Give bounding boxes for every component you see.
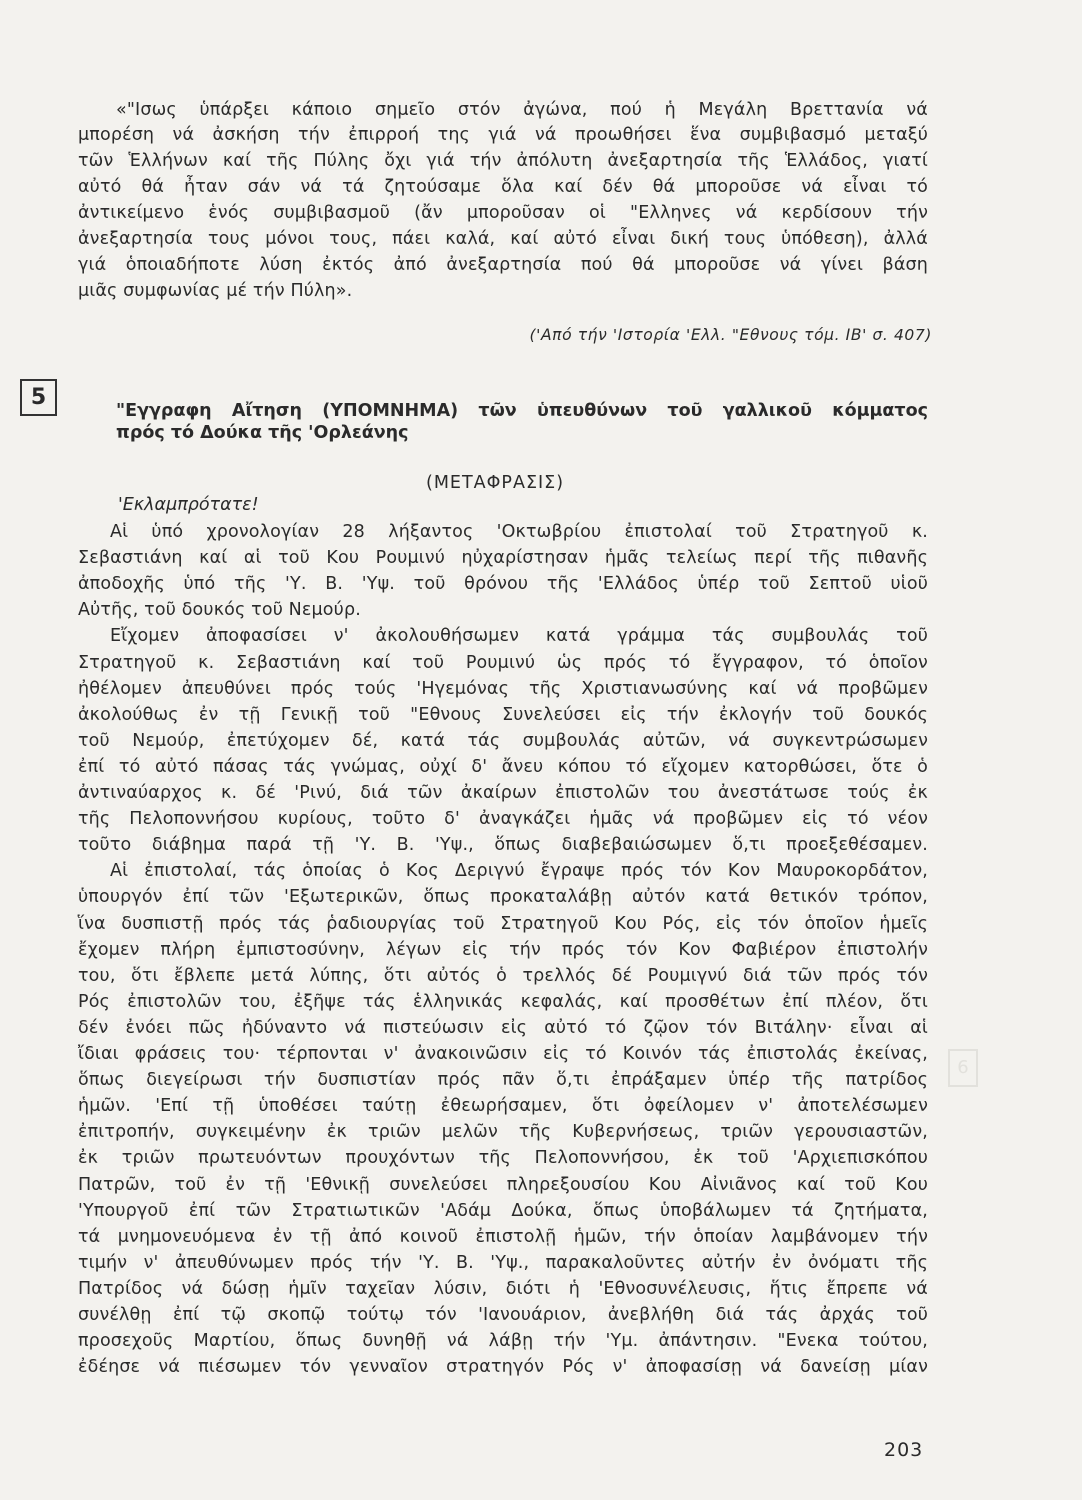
salutation: 'Εκλαμπρότατε! [118, 495, 259, 515]
body-text-line: τιμήν ν' ἀπευθύνωμεν πρός τήν 'Υ. Β. 'Υψ., παρακαλοῦντες αὐτήν ἐν ὀνόματι τῆς [78, 1253, 928, 1273]
quote-citation: ('Από τήν 'Ιστορία 'Ελλ. "Εθνους τόμ. ΙΒ' σ. 407) [529, 326, 932, 344]
body-text-line: τῆς Πελοποννήσου κυρίους, τοῦτο δ' ἀναγκάζει ἡμᾶς νά προβῶμεν εἰς τό νέον [78, 809, 928, 829]
body-text-line: ἀκολούθως ἐν τῇ Γενικῇ τοῦ "Εθνους Συνελεύσει εἰς τήν ἐκλογήν τοῦ δουκός [78, 705, 928, 725]
body-text-line: Αἱ ἐπιστολαί, τάς ὁποίας ὁ Κος Δεριγνύ ἔγραψε πρός τόν Κον Μαυροκορδάτον, [110, 861, 928, 881]
body-text-line: Πατρίδος νά δώσῃ ἡμῖν ταχεῖαν λύσιν, διότι ἡ 'Εθνοσυνέλευσις, ἥτις ἔπρεπε νά [78, 1279, 928, 1299]
translation-label: (ΜΕΤΑΦΡΑΣΙΣ) [426, 473, 565, 493]
body-text-line: Πατρῶν, τοῦ ἐν τῇ 'Εθνικῇ συνελεύσει πληρεξουσίου Κου Αἰνιᾶνος καί τοῦ Κου [78, 1175, 928, 1195]
quote-line: τῶν Ἑλλήνων καί τῆς Πύλης ὄχι γιά τήν ἀπόλυτη ἀνεξαρτησία τῆς Ἑλλάδος, γιατί [78, 151, 928, 171]
body-text-line: του, ὅτι ἔβλεπε μετά λύπης, ὅτι αὐτός ὁ τρελλός δέ Ρουμιγνύ διά τῶν πρός τόν [78, 966, 928, 986]
body-text-line: 'Υπουργοῦ ἐπί τῶν Στρατιωτικῶν 'Αδάμ Δούκα, ὅπως ὑποβάλωμεν τά ζητήματα, [78, 1201, 928, 1221]
quote-line: μπορέση νά ἀσκήση τήν ἐπιρροή της γιά νά προωθήσει ἕνα συμβιβασμό μεταξύ [78, 125, 928, 145]
body-text-line: ἀποδοχῆς ὑπό τῆς 'Υ. Β. 'Υψ. τοῦ θρόνου τῆς 'Ελλάδος ὑπέρ τοῦ Σεπτοῦ υἱοῦ [78, 574, 928, 594]
body-text-line: ἐπί τό αὐτό πάσας τάς γνώμας, οὐχί δ' ἄνευ κόπου τό εἴχομεν κατορθώσει, ὅτε ὁ [78, 757, 928, 777]
quote-line: μιᾶς συμφωνίας μέ τήν Πύλη». [78, 281, 353, 301]
bleed-through-mark: 6 [948, 1049, 978, 1087]
body-text-line: ἐπιτροπήν, συγκειμένην ἐκ τριῶν μελῶν τῆς Κυβερνήσεως, τριῶν γερουσιαστῶν, [78, 1122, 928, 1142]
body-text-line: δέν ἐνόει πῶς ἠδύναντο νά πιστεύωσιν εἰς αὐτό τό ζῷον τόν Βιτάλην· εἶναι αἱ [78, 1018, 928, 1038]
body-text-line: Ρός ἐπιστολῶν του, ἐξῆψε τάς ἑλληνικάς κεφαλάς, καί προσθέτων ἐπί πλέον, ὅτι [78, 992, 928, 1012]
quote-line: ἀντικείμενο ἑνός συμβιβασμοῦ (ἄν μποροῦσαν οἱ "Ελληνες νά κερδίσουν τήν [78, 203, 928, 223]
body-text-line: Σεβαστιάνη καί αἱ τοῦ Κου Ρουμινύ ηὐχαρίστησαν ἡμᾶς τελείως περί τῆς πιθανῆς [78, 548, 928, 568]
body-text-line: ἐδέησε νά πιέσωμεν τόν γενναῖον στρατηγόν Ρός ν' ἀποφασίσῃ νά δανείσῃ μίαν [78, 1357, 928, 1377]
body-text-line: τοῦτο διάβημα παρά τῇ 'Υ. Β. 'Υψ., ὅπως διαβεβαιώσωμεν ὅ,τι προεξεθέσαμεν. [78, 835, 928, 855]
body-text-line: Στρατηγοῦ κ. Σεβαστιάνη καί τοῦ Ρουμινύ ὡς πρός τό ἔγγραφον, τό ὁποῖον [78, 653, 928, 673]
body-text-line: ἐκ τριῶν πρωτευόντων προυχόντων τῆς Πελοποννήσου, ἐκ τοῦ 'Αρχιεπισκόπου [78, 1148, 928, 1168]
body-text-line: προσεχοῦς Μαρτίου, ὅπως δυνηθῇ νά λάβῃ τήν 'Υμ. ἀπάντησιν. "Ενεκα τούτου, [78, 1331, 928, 1351]
document-title: "Εγγραφη Αἴτηση (ΥΠΟΜΝΗΜΑ) τῶν ὑπευθύνων τοῦ γαλλικοῦ κόμματος [116, 401, 928, 421]
body-text-line: Αὐτῆς, τοῦ δουκός τοῦ Νεμούρ. [78, 600, 361, 620]
body-text-line: ἡμῶν. 'Επί τῇ ὑποθέσει ταύτῃ ἐθεωρήσαμεν, ὅτι ὀφείλομεν ν' ἀποτελέσωμεν [78, 1096, 928, 1116]
body-text-line: Εἴχομεν ἀποφασίσει ν' ἀκολουθήσωμεν κατά γράμμα τάς συμβουλάς τοῦ [110, 626, 928, 646]
body-text-line: τοῦ Νεμούρ, ἐπετύχομεν δέ, κατά τάς συμβουλάς αὐτῶν, νά συγκεντρώσωμεν [78, 731, 928, 751]
body-text-line: ἀντιναύαρχος κ. δέ 'Ρινύ, διά τῶν ἀκαίρων ἐπιστολῶν του ἀνεστάτωσε τούς ἐκ [78, 783, 928, 803]
body-text-line: ὑπουργόν ἐπί τῶν 'Εξωτερικῶν, ὅπως προκαταλάβῃ αὐτόν κατά θετικόν τρόπον, [78, 887, 928, 907]
body-text-line: Αἱ ὑπό χρονολογίαν 28 λήξαντος 'Οκτωβρίου ἐπιστολαί τοῦ Στρατηγοῦ κ. [110, 522, 928, 542]
body-text-line: συνέλθῃ ἐπί τῷ σκοπῷ τούτῳ τόν 'Ιανουάριον, ἀνεβλήθη διά τάς ἀρχάς τοῦ [78, 1305, 928, 1325]
body-text-line: ἵνα δυσπιστῇ πρός τάς ῥαδιουργίας τοῦ Στρατηγοῦ Κου Ρός, εἰς τόν ὁποῖον ἡμεῖς [78, 914, 928, 934]
body-text-line: ὅπως διεγείρωσι τήν δυσπιστίαν πρός πᾶν ὅ,τι ἐπράξαμεν ὑπέρ τῆς πατρίδος [78, 1070, 928, 1090]
quote-line: αὐτό θά ἦταν σάν νά τά ζητούσαμε ὅλα καί δέν θά μποροῦσε νά εἶναι τό [78, 177, 928, 197]
page-number: 203 [884, 1439, 924, 1461]
body-text-line: τά μνημονευόμενα ἐν τῇ ἀπό κοινοῦ ἐπιστολῇ ἡμῶν, τήν ὁποίαν λαμβάνομεν τήν [78, 1227, 928, 1247]
body-text-line: ἔχομεν πλήρη ἐμπιστοσύνην, λέγων εἰς τήν πρός τόν Κον Φαβιέρον ἐπιστολήν [78, 940, 928, 960]
quote-line: γιά ὁποιαδήποτε λύση ἐκτός ἀπό ἀνεξαρτησία πού θά μποροῦσε νά γίνει βάση [78, 255, 928, 275]
document-title-continued: πρός τό Δούκα τῆς 'Ορλεάνης [116, 423, 409, 443]
document-number-box: 5 [20, 379, 57, 416]
quote-line: «"Ισως ὑπάρξει κάποιο σημεῖο στόν ἀγώνα, πού ἡ Μεγάλη Βρεττανία νά [116, 100, 928, 120]
body-text-line: ἴδιαι φράσεις του· τέρπονται ν' ἀνακοινῶσιν εἰς τό Κοινόν τάς ἐπιστολάς ἐκείνας, [78, 1044, 928, 1064]
body-text-line: ἠθέλομεν ἀπευθύνει πρός τούς 'Ηγεμόνας τῆς Χριστιανωσύνης καί νά προβῶμεν [78, 679, 928, 699]
quote-line: ἀνεξαρτησία τους μόνοι τους, πάει καλά, καί αὐτό εἶναι δική τους ὑπόθεση), ἀλλά [78, 229, 928, 249]
